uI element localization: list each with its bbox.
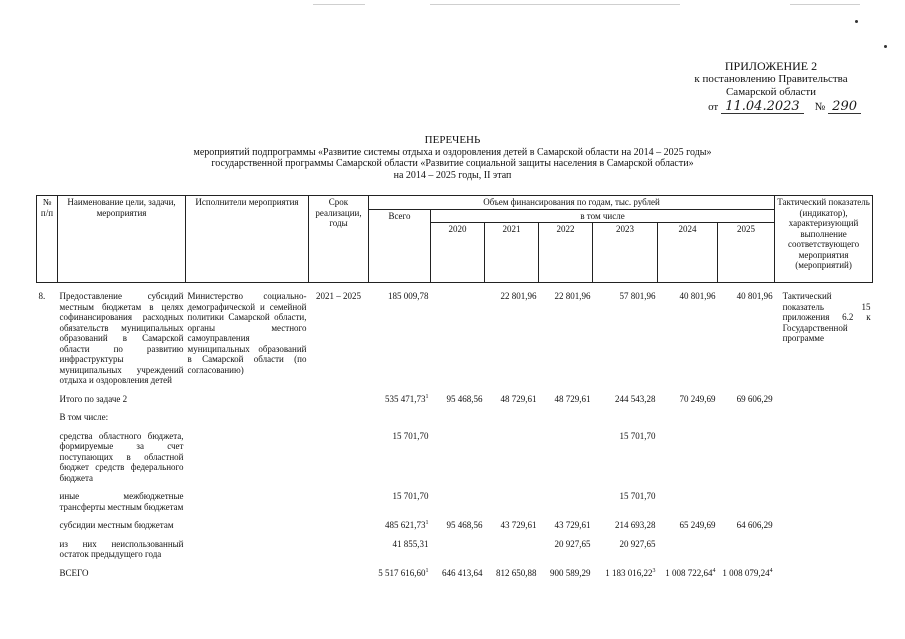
document-title — [0, 135, 905, 181]
appendix-line: к постановлению Правительства — [694, 73, 848, 85]
row-label: субсидии местным бюджетам — [59, 520, 174, 530]
row-label: ВСЕГО — [59, 567, 89, 578]
amount-2022: 48 729,61 — [554, 393, 591, 404]
amount-2022: 22 801,96 — [554, 291, 591, 301]
row-label: Итого по задаче 2 — [59, 393, 128, 404]
col-header-total: Всего — [369, 209, 431, 283]
table-row — [37, 431, 873, 484]
amount-2025: 40 801,96 — [736, 291, 773, 301]
scan-edge-line — [313, 4, 365, 5]
table-row — [37, 539, 873, 560]
title-heading: ПЕРЕЧЕНЬ — [424, 134, 481, 146]
amount-2024: 1 008 722,64$^4$ — [665, 567, 716, 578]
row-label: из них неиспользованный остаток предыдущего года — [59, 538, 184, 559]
scan-edge-line — [790, 4, 860, 5]
col-header-indicator: Тактический показатель (индикатор), характеризующий выполнение соответствующего мероприятия (мероприятий) — [775, 196, 873, 283]
scan-speck — [855, 20, 858, 23]
decree-date-line — [681, 100, 861, 114]
col-header-num: № п/п — [37, 196, 58, 283]
scan-edge-line — [430, 4, 680, 5]
appendix-block — [681, 60, 861, 114]
decree-date: 11.04.2023 — [721, 100, 803, 114]
table-row — [37, 394, 873, 405]
from-label: от — [708, 101, 719, 113]
footnote-mark: 4 — [769, 567, 773, 574]
col-header-volume: Объем финансирования по годам, тыс. рублей — [369, 196, 775, 210]
table-row — [37, 412, 873, 423]
footnote-mark: 3 — [652, 567, 656, 574]
amount-total: 41 855,31 — [392, 538, 429, 549]
col-header-year: 2024 — [658, 223, 718, 283]
table-row — [37, 291, 873, 386]
amount-2024: 40 801,96 — [679, 291, 716, 301]
amount-2022: 900 589,29 — [550, 567, 591, 578]
col-header-incl: в том числе — [431, 209, 775, 223]
amount-2023: 214 693,28 — [615, 520, 656, 530]
amount-2021: 48 729,61 — [500, 393, 537, 404]
row-label: средства областного бюджета, формируемые за счет поступающих в областной бюджет средств федерального бюджета — [59, 430, 184, 483]
amount-2023: 1 183 016,22$^3$ — [605, 567, 656, 578]
amount-2023: 15 701,70 — [619, 491, 656, 501]
col-header-year: 2020 — [431, 223, 485, 283]
measures-table — [36, 195, 873, 578]
amount-2023: 20 927,65 — [619, 538, 656, 549]
amount-total: 5 517 616,60$^1$ — [378, 567, 429, 578]
amount-2023: 15 701,70 — [619, 430, 656, 441]
title-line: на 2014 – 2025 годы, II этап — [393, 169, 512, 181]
table-row — [37, 568, 873, 579]
title-line: мероприятий подпрограммы «Развитие системы отдыха и оздоровления детей в Самарской области на 2014 – 2025 годы» — [193, 146, 712, 158]
col-header-year: 2021 — [485, 223, 539, 283]
col-header-year: 2022 — [539, 223, 593, 283]
scan-speck — [884, 45, 887, 48]
amount-total: 485 621,73$^1$ — [385, 520, 429, 530]
amount-2021: 43 729,61 — [500, 520, 537, 530]
amount-2025: 69 606,29 — [736, 393, 773, 404]
title-line: государственной программы Самарской области «Развитие социальной защиты населения в Самарской области» — [211, 158, 694, 169]
footnote-mark: 1 — [425, 393, 429, 400]
amount-2022: 43 729,61 — [554, 520, 591, 530]
footnote-mark: 4 — [712, 567, 716, 574]
amount-2024: 70 249,69 — [679, 393, 716, 404]
amount-total: 535 471,73$^1$ — [385, 393, 429, 404]
amount-2020: 95 468,56 — [446, 520, 483, 530]
decree-number: 290 — [828, 100, 861, 114]
measure-indicator: Тактический показатель 15 приложения 6.2 к Государственной программе — [782, 291, 871, 343]
amount-2020: 646 413,64 — [442, 567, 483, 578]
amount-2020: 95 468,56 — [446, 393, 483, 404]
measure-executors: Министерство социально-демографической и семейной политики Самарской области, органы местного самоуправления муниципальных образований в Самарской области (по согласованию) — [187, 291, 307, 375]
number-label: № — [814, 101, 826, 113]
appendix-line: Самарской области — [725, 86, 817, 98]
amount-total: 15 701,70 — [392, 430, 429, 441]
amount-2025: 64 606,29 — [736, 520, 773, 530]
footnote-mark: 1 — [425, 520, 429, 526]
amount-total: 15 701,70 — [392, 491, 429, 501]
footnote-mark: 1 — [425, 567, 429, 574]
amount-2021: 22 801,96 — [500, 291, 537, 301]
row-label: В том числе: — [59, 412, 109, 422]
amount-2023: 244 543,28 — [615, 393, 656, 404]
table-row — [37, 520, 873, 531]
col-header-executors: Исполнители мероприятия — [186, 196, 309, 283]
table-row — [37, 491, 873, 512]
col-header-term: Срок реализации, годы — [309, 196, 369, 283]
amount-total: 185 009,78 — [388, 291, 429, 301]
col-header-year: 2023 — [593, 223, 658, 283]
col-header-name: Наименование цели, задачи, мероприятия — [58, 196, 186, 283]
row-number: 8. — [38, 291, 46, 301]
measure-name: Предоставление субсидий местным бюджетам в целях софинансирования расходных обязательств муниципальных образований в Самарской области по развитию инфраструктуры муниципальных учреждений отдыха и оздоровления детей — [59, 291, 184, 385]
row-label: иные межбюджетные трансферты местным бюджетам — [59, 491, 184, 512]
measure-term: 2021 – 2025 — [316, 291, 361, 301]
amount-2025: 1 008 079,24$^4$ — [722, 567, 773, 578]
amount-2024: 65 249,69 — [679, 520, 716, 530]
amount-2023: 57 801,96 — [619, 291, 656, 301]
col-header-year: 2025 — [718, 223, 775, 283]
appendix-title: ПРИЛОЖЕНИЕ 2 — [724, 59, 818, 73]
amount-2020 — [431, 291, 485, 386]
amount-2022: 20 927,65 — [554, 538, 591, 549]
amount-2021: 812 650,88 — [496, 567, 537, 578]
